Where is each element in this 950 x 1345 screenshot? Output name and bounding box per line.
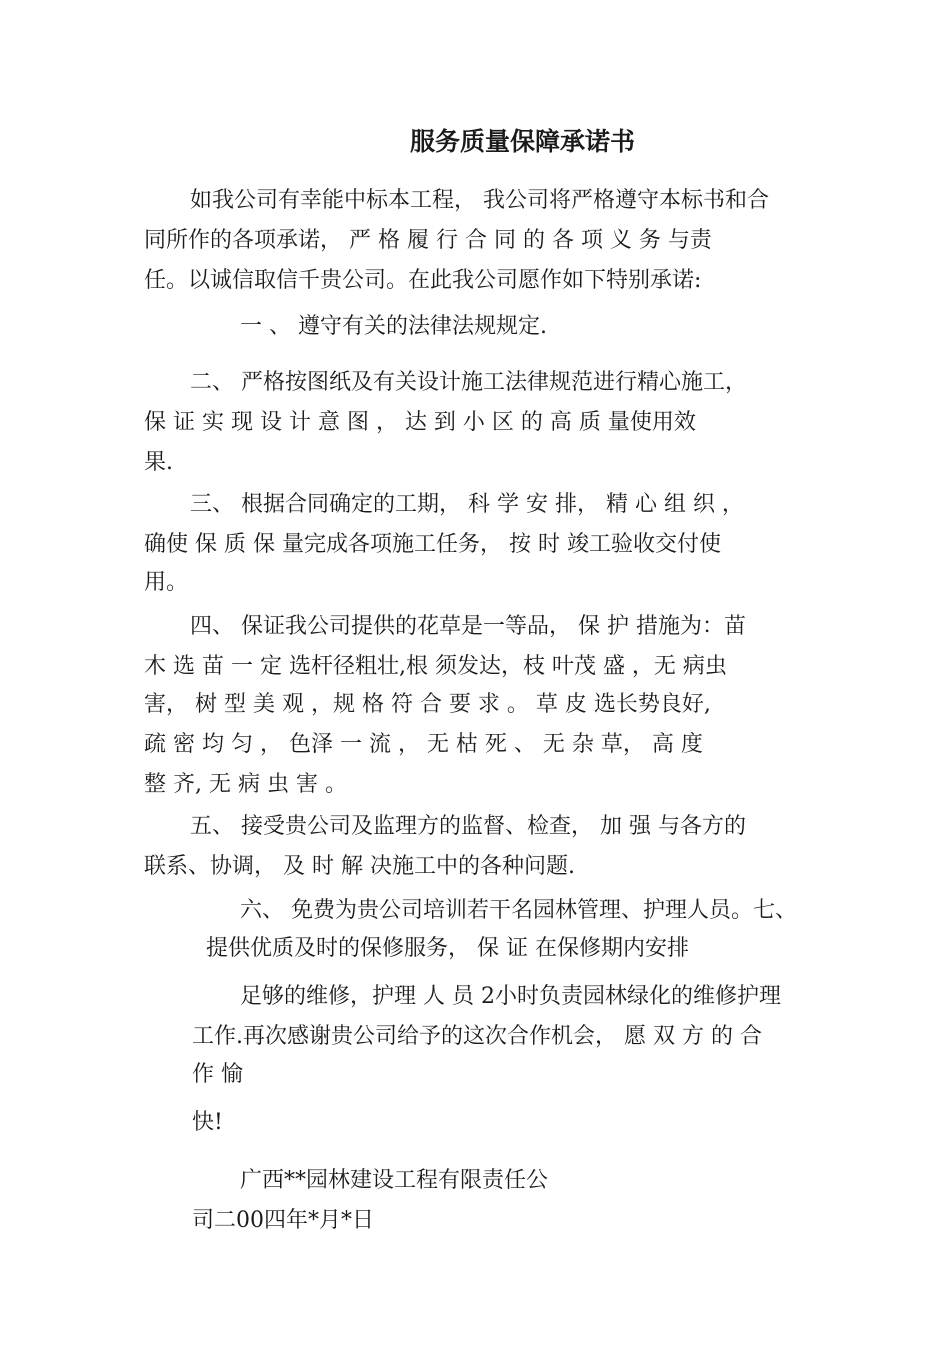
text-line: 任。以诚信取信千贵公司。在此我公司愿作如下特别承诺: — [144, 268, 702, 293]
text-line: 保 证 实 现 设 计 意 图 ， 达 到 小 区 的 高 质 量使用效 — [144, 410, 696, 435]
text-line: 害， 树 型 美 观 ，规 格 符 合 要 求 。 草 皮 选长势良好, — [144, 692, 711, 717]
signature-date: 司二00四年*月*日 — [192, 1208, 374, 1233]
text-line: 一 、 遵守有关的法律法规规定. — [240, 314, 547, 339]
text-line: 足够的维修，护理 人 员 2小时负责园林绿化的维修护理 — [240, 984, 781, 1009]
text-line: 四、 保证我公司提供的花草是一等品， 保 护 措施为：苗 — [190, 614, 746, 639]
text-line: 提供优质及时的保修服务， 保 证 在保修期内安排 — [206, 936, 689, 961]
text-line: 工作.再次感谢贵公司给予的这次合作机会， 愿 双 方 的 合 — [192, 1024, 762, 1049]
text-line: 六、 免费为贵公司培训若干名园林管理、护理人员。七、 — [240, 898, 797, 923]
text-line: 木 选 苗 一 定 选杆径粗壮,根 须发达，枝 叶茂 盛 ，无 病虫 — [144, 654, 727, 679]
text-line: 快! — [192, 1110, 223, 1135]
text-line: 联系、协调， 及 时 解 决施工中的各种问题. — [144, 854, 575, 879]
text-line: 果. — [144, 450, 173, 475]
text-line: 疏 密 均 匀 ， 色泽 一 流 ， 无 枯 死 、 无 杂 草， 高 度 — [144, 732, 703, 757]
text-line: 同所作的各项承诺， 严 格 履 行 合 同 的 各 项 义 务 与责 — [144, 228, 712, 253]
text-line: 整 齐, 无 病 虫 害 。 — [144, 772, 347, 797]
signature-company: 广西**园林建设工程有限责任公 — [240, 1168, 549, 1193]
text-line: 三、 根据合同确定的工期， 科 学 安 排， 精 心 组 织 ， — [190, 492, 744, 517]
text-line: 五、 接受贵公司及监理方的监督、检查， 加 强 与各方的 — [190, 814, 746, 839]
text-line: 作 愉 — [192, 1062, 243, 1087]
document-title: 服务质量保障承诺书 — [410, 127, 636, 156]
text-line: 确使 保 质 保 量完成各项施工任务， 按 时 竣工验收交付使 — [144, 532, 721, 557]
text-line: 用。 — [144, 570, 189, 595]
text-line: 如我公司有幸能中标本工程， 我公司将严格遵守本标书和合 — [190, 188, 769, 213]
text-line: 二、 严格按图纸及有关设计施工法律规范进行精心施工， — [190, 370, 747, 395]
